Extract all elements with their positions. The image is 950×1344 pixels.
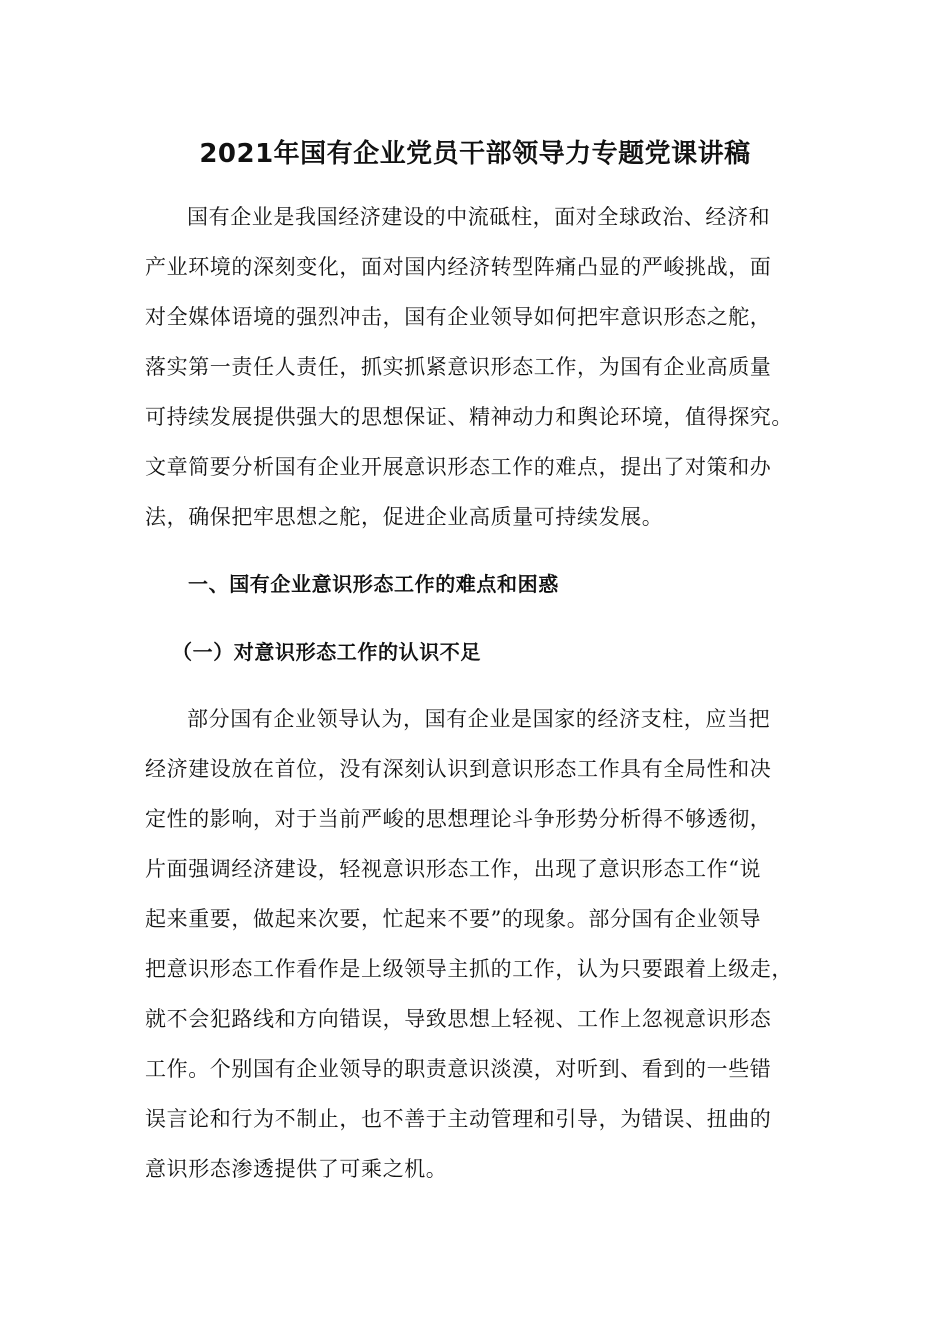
- paragraph-line: 把意识形态工作看作是上级领导主抓的工作，认为只要跟着上级走，: [145, 957, 793, 981]
- paragraph-line: 就不会犯路线和方向错误，导致思想上轻视、工作上忽视意识形态: [145, 1007, 772, 1031]
- paragraph-line: 片面强调经济建设，轻视意识形态工作，出现了意识形态工作“说: [145, 857, 762, 881]
- intro-paragraph: [145, 192, 805, 542]
- paragraph-line: 起来重要，做起来次要，忙起来不要”的现象。部分国有企业领导: [145, 907, 762, 931]
- paragraph-line: 文章简要分析国有企业开展意识形态工作的难点，提出了对策和办: [145, 455, 772, 479]
- paragraph-line: 误言论和行为不制止，也不善于主动管理和引导，为错误、扭曲的: [145, 1107, 772, 1131]
- document-title: 2021年国有企业党员干部领导力专题党课讲稿: [199, 139, 751, 169]
- paragraph-line: 意识形态渗透提供了可乘之机。: [145, 1157, 448, 1181]
- paragraph-line: 对全媒体语境的强烈冲击，国有企业领导如何把牢意识形态之舵，: [145, 305, 772, 329]
- paragraph-line: 国有企业是我国经济建设的中流砥柱，面对全球政治、经济和: [187, 205, 771, 229]
- body-paragraph: [145, 694, 805, 1194]
- paragraph-line: 经济建设放在首位，没有深刻认识到意识形态工作具有全局性和决: [145, 757, 772, 781]
- paragraph-line: 部分国有企业领导认为，国有企业是国家的经济支柱，应当把: [187, 707, 771, 731]
- paragraph-line: 工作。个别国有企业领导的职责意识淡漠，对听到、看到的一些错: [145, 1057, 772, 1081]
- section-heading: 一、国有企业意识形态工作的难点和困惑: [188, 572, 559, 596]
- subsection-heading: （一）对意识形态工作的认识不足: [172, 640, 481, 664]
- paragraph-line: 落实第一责任人责任，抓实抓紧意识形态工作，为国有企业高质量: [145, 355, 772, 379]
- paragraph-line: 法，确保把牢思想之舵，促进企业高质量可持续发展。: [145, 505, 664, 529]
- paragraph-line: 定性的影响，对于当前严峻的思想理论斗争形势分析得不够透彻，: [145, 807, 772, 831]
- paragraph-line: 可持续发展提供强大的思想保证、精神动力和舆论环境，值得探究。: [145, 405, 793, 429]
- paragraph-line: 产业环境的深刻变化，面对国内经济转型阵痛凸显的严峻挑战，面: [145, 255, 772, 279]
